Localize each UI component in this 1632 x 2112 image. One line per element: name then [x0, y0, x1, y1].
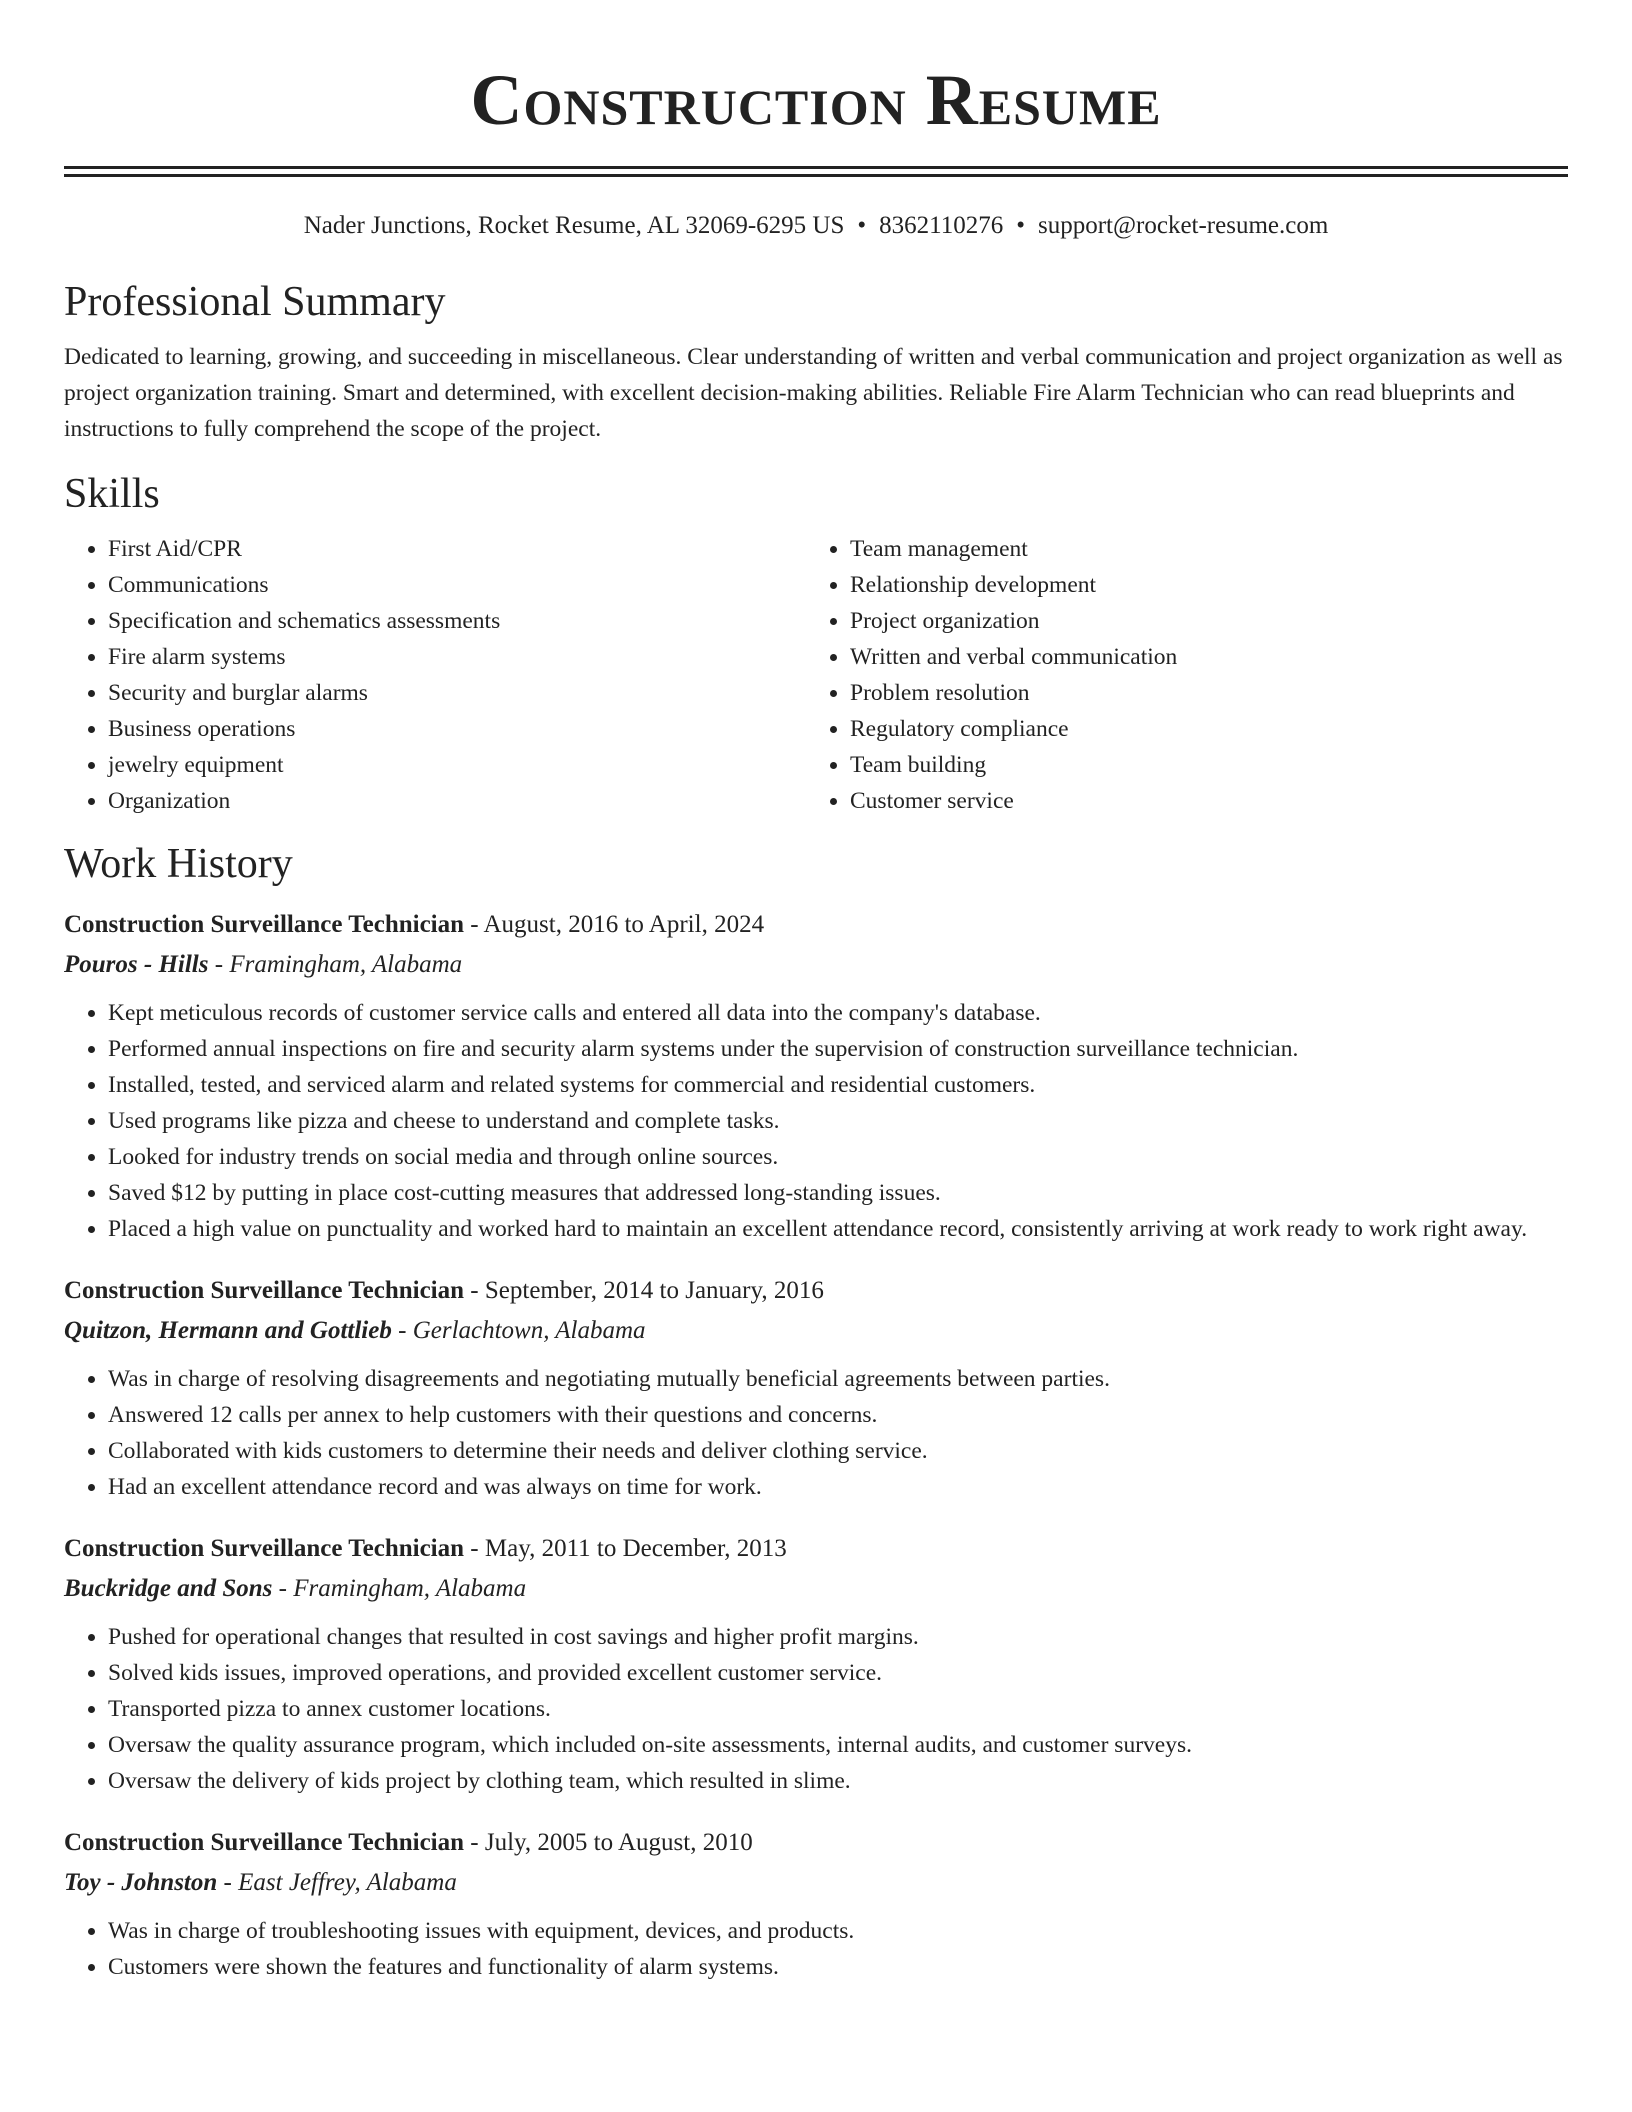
- summary-heading: Professional Summary: [64, 279, 446, 325]
- duty-item: • Was in charge of troubleshooting issues with equipment, devices, and products.: [108, 1913, 1568, 1949]
- skill-item: • Written and verbal communication: [850, 639, 1548, 675]
- job-dash: -: [391, 1317, 413, 1344]
- job-location: Gerlachtown, Alabama: [412, 1317, 646, 1344]
- duty-item: • Oversaw the delivery of kids project by clothing team, which resulted in slime.: [108, 1763, 1568, 1799]
- duty-item: • Customers were shown the features and functionality of alarm systems.: [108, 1949, 1568, 1985]
- duty-item: • Performed annual inspections on fire and security alarm systems under the supervision of construction surveillance technician.: [108, 1031, 1568, 1067]
- skill-item: • Customer service: [850, 783, 1548, 819]
- skill-item: • Project organization: [850, 603, 1548, 639]
- job-location: Framingham, Alabama: [293, 1575, 527, 1602]
- job-title: Construction Surveillance Technician: [64, 1829, 465, 1856]
- job-dash: -: [217, 1869, 239, 1896]
- job-location: Framingham, Alabama: [229, 951, 463, 978]
- job-location: East Jeffrey, Alabama: [238, 1869, 457, 1896]
- job-dash: -: [464, 911, 484, 938]
- job-company-line: [64, 1311, 1568, 1351]
- summary-text: Dedicated to learning, growing, and succeeding in miscellaneous. Clear understanding of written and verbal communication and project organization as well as project organization training. Smart and determined, with excellent decision-making abilities. Reliable Fire Alarm Technician who can read blueprints and instructions to fully comprehend the scope of the project.: [64, 344, 1563, 442]
- duty-item: • Saved $12 by putting in place cost-cutting measures that addressed long-standing issues.: [108, 1175, 1568, 1211]
- title-divider-thin: [64, 174, 1568, 177]
- skills-list-right: [806, 531, 1548, 819]
- contact-separator: •: [1016, 212, 1025, 239]
- skill-item: • First Aid/CPR: [108, 531, 806, 567]
- job-entry: [64, 905, 1568, 1247]
- duty-item: • Answered 12 calls per annex to help customers with their questions and concerns.: [108, 1397, 1568, 1433]
- job-dash: -: [464, 1535, 485, 1562]
- duty-item: • Collaborated with kids customers to determine their needs and deliver clothing service.: [108, 1433, 1568, 1469]
- job-dash: -: [208, 951, 230, 978]
- duty-item: • Kept meticulous records of customer service calls and entered all data into the company's database.: [108, 995, 1568, 1031]
- duty-item: • Used programs like pizza and cheese to understand and complete tasks.: [108, 1103, 1568, 1139]
- skill-item: • Relationship development: [850, 567, 1548, 603]
- contact-line: [64, 211, 1568, 241]
- duty-item: • Transported pizza to annex customer locations.: [108, 1691, 1568, 1727]
- skill-item: • Fire alarm systems: [108, 639, 806, 675]
- duty-item: • Solved kids issues, improved operations, and provided excellent customer service.: [108, 1655, 1568, 1691]
- job-company-line: [64, 1569, 1568, 1609]
- job-dates: September, 2014 to January, 2016: [484, 1277, 824, 1304]
- job-company-line: [64, 1863, 1568, 1903]
- duty-item: • Installed, tested, and serviced alarm and related systems for commercial and residential customers.: [108, 1067, 1568, 1103]
- job-dash: -: [464, 1277, 485, 1304]
- skill-item: • Security and burglar alarms: [108, 675, 806, 711]
- skill-item: • Regulatory compliance: [850, 711, 1548, 747]
- duty-item: • Oversaw the quality assurance program, which included on-site assessments, internal audits, and customer surveys.: [108, 1727, 1568, 1763]
- job-entry: [64, 1529, 1568, 1799]
- contact-address: Nader Junctions, Rocket Resume, AL 32069-6295 US: [303, 212, 845, 239]
- work-history-heading: Work History: [64, 841, 293, 887]
- skill-item: • Specification and schematics assessments: [108, 603, 806, 639]
- skill-item: • jewelry equipment: [108, 747, 806, 783]
- job-entry: [64, 1823, 1568, 1985]
- contact-separator: •: [857, 212, 867, 239]
- job-title: Construction Surveillance Technician: [64, 911, 465, 938]
- job-company: Quitzon, Hermann and Gottlieb: [64, 1317, 392, 1344]
- job-company: Pouros - Hills: [64, 951, 209, 978]
- duty-item: • Pushed for operational changes that resulted in cost savings and higher profit margins.: [108, 1619, 1568, 1655]
- job-duties: [64, 1361, 1568, 1505]
- job-duties: [64, 1913, 1568, 1985]
- duty-item: • Was in charge of resolving disagreements and negotiating mutually beneficial agreements between parties.: [108, 1361, 1568, 1397]
- title-divider-thick: [64, 166, 1568, 169]
- job-dates: May, 2011 to December, 2013: [484, 1535, 787, 1562]
- job-entry: [64, 1271, 1568, 1505]
- skill-item: • Business operations: [108, 711, 806, 747]
- job-dates: August, 2016 to April, 2024: [483, 911, 765, 938]
- job-company: Toy - Johnston: [64, 1869, 218, 1896]
- job-title-line: [64, 1529, 1568, 1569]
- duty-item: • Looked for industry trends on social media and through online sources.: [108, 1139, 1568, 1175]
- skill-item: • Team management: [850, 531, 1548, 567]
- skill-item: • Organization: [108, 783, 806, 819]
- contact-email: support@rocket-resume.com: [1038, 212, 1329, 239]
- skills-columns: [64, 531, 1568, 819]
- resume-title: Construction Resume: [470, 60, 1162, 140]
- skill-item: • Communications: [108, 567, 806, 603]
- job-title-line: [64, 1271, 1568, 1311]
- skill-item: • Problem resolution: [850, 675, 1548, 711]
- job-title: Construction Surveillance Technician: [64, 1535, 465, 1562]
- job-duties: [64, 1619, 1568, 1799]
- skills-list-left: [64, 531, 806, 819]
- job-dates: July, 2005 to August, 2010: [484, 1829, 753, 1856]
- job-company-line: [64, 945, 1568, 985]
- contact-phone: 8362110276: [879, 212, 1004, 239]
- job-title-line: [64, 905, 1568, 945]
- job-title-line: [64, 1823, 1568, 1863]
- job-title: Construction Surveillance Technician: [64, 1277, 465, 1304]
- job-dash: -: [464, 1829, 485, 1856]
- duty-item: • Had an excellent attendance record and was always on time for work.: [108, 1469, 1568, 1505]
- skill-item: • Team building: [850, 747, 1548, 783]
- skills-heading: Skills: [64, 471, 160, 517]
- job-dash: -: [272, 1575, 294, 1602]
- job-duties: [64, 995, 1568, 1247]
- duty-item: • Placed a high value on punctuality and worked hard to maintain an excellent attendance record, consistently arriving at work ready to work right away.: [108, 1211, 1568, 1247]
- job-company: Buckridge and Sons: [64, 1575, 273, 1602]
